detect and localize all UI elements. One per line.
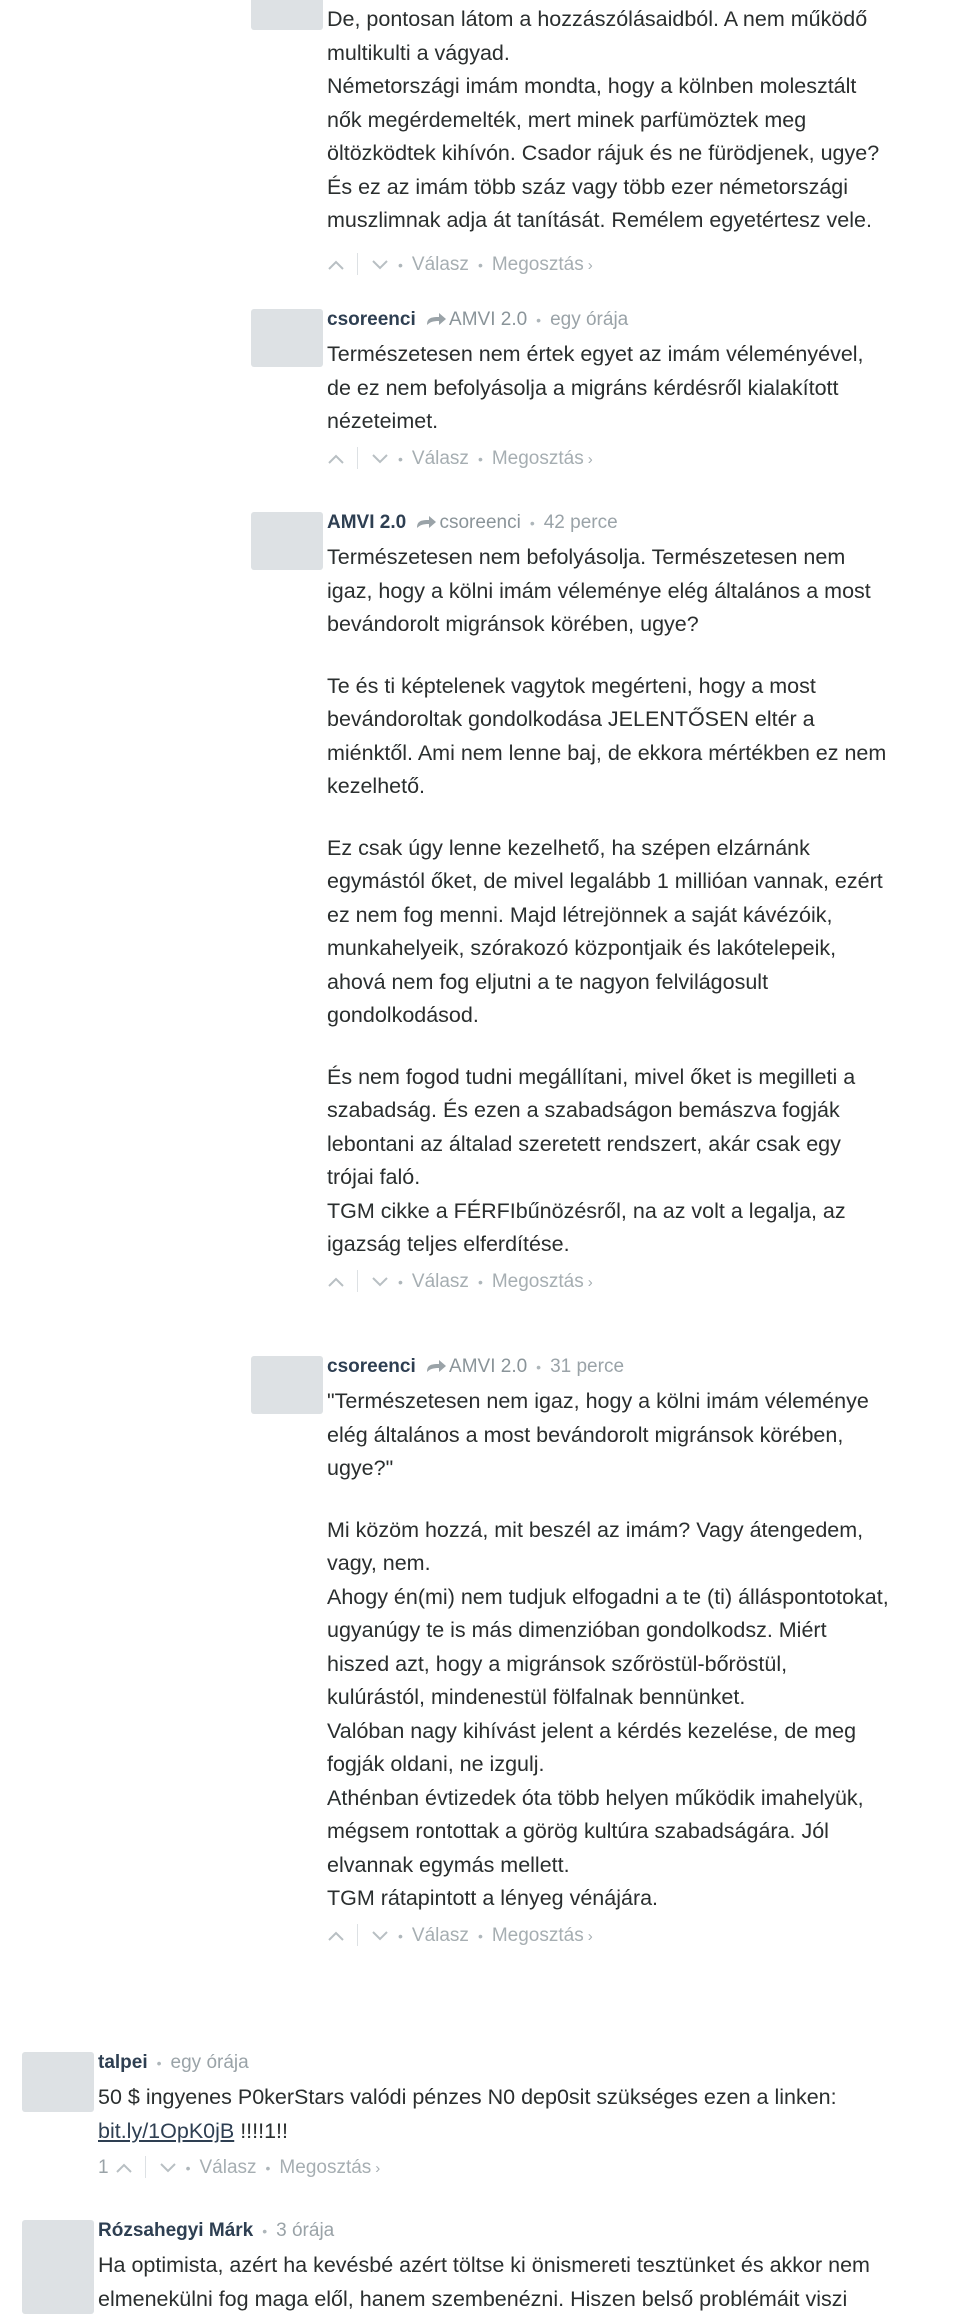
reply-link[interactable]: Válasz [411, 447, 469, 469]
comment-header [98, 2050, 960, 2076]
vote-divider [357, 1924, 358, 1946]
chevron-up-icon[interactable] [327, 1930, 345, 1942]
comment-text-span: 50 $ ingyenes P0kerStars valódi pénzes N0 dep0sit szükséges ezen a linken: [98, 2085, 837, 2109]
comment-paragraph: Ha optimista, azért ha kevésbé azért töltse ki önismereti tesztünket és akkor nem elmenekülni fog maga elől, hanem szembenézni. Hiszen belső problémáit viszi [98, 2253, 870, 2311]
chevron-down-icon[interactable] [371, 1930, 389, 1942]
separator-dot: • [398, 1927, 403, 1944]
separator-dot: • [536, 1359, 542, 1375]
vote-divider [145, 2156, 146, 2178]
author-name[interactable]: talpei [98, 2052, 148, 2073]
chevron-right-icon: › [375, 2160, 381, 2177]
comment-actions [327, 1269, 891, 1296]
separator-dot: • [477, 1273, 483, 1290]
share-label: Megosztás [491, 1270, 584, 1292]
chevron-down-icon[interactable] [159, 2162, 177, 2174]
chevron-right-icon: › [587, 256, 593, 274]
separator-dot: • [398, 450, 403, 467]
vote-count: 1 [98, 2157, 109, 2178]
share-label: Megosztás [491, 447, 584, 469]
share-label: Megosztás [491, 1924, 584, 1946]
comment-text [327, 1385, 891, 1916]
reply-to-name[interactable]: AMVI 2.0 [449, 309, 528, 330]
comment-timestamp[interactable]: 3 órája [276, 2220, 335, 2241]
reply-link[interactable]: Válasz [411, 1270, 469, 1292]
avatar[interactable] [251, 309, 323, 367]
author-name[interactable]: csoreenci [327, 1356, 416, 1377]
avatar[interactable] [22, 2052, 94, 2112]
comment-paragraph: Természetesen nem befolyásolja. Természetesen nem igaz, hogy a kölni imám véleménye elég általános a most bevándorolt migránsok körében, ugye? [327, 545, 871, 636]
chevron-right-icon: › [587, 1927, 593, 1945]
chevron-down-icon[interactable] [371, 453, 389, 465]
reply-arrow-icon [425, 1359, 447, 1373]
reply-arrow-icon [425, 312, 447, 326]
chevron-down-icon[interactable] [371, 1276, 389, 1288]
share-link[interactable] [492, 1925, 593, 1946]
comment-actions [327, 1923, 891, 1950]
comment-text [98, 2081, 960, 2148]
spam-link[interactable]: bit.ly/1OpK0jB [98, 2118, 235, 2143]
comment-paragraph: De, pontosan látom a hozzászólásaidból. A nem működő multikulti a vágyad. Németországi imám mondta, hogy a kölnben molesztált nők megérdemelték, mert minek parfümöztek meg öltözködtek kihívón. Csador rájuk és ne fürödjenek, ugye? És ez az imám több száz vagy több ezer németországi muszlimnak adja át tanítását. Remélem egyetértesz vele. [327, 7, 880, 232]
reply-link[interactable]: Válasz [411, 1924, 469, 1946]
separator-dot: • [477, 256, 483, 273]
separator-dot: • [529, 515, 535, 531]
avatar[interactable] [22, 2220, 94, 2314]
reply-to-name[interactable]: AMVI 2.0 [449, 1356, 528, 1377]
separator-dot: • [185, 2160, 191, 2176]
author-name[interactable]: AMVI 2.0 [327, 512, 407, 533]
comment-text [327, 541, 891, 1262]
comment-timestamp[interactable]: 31 perce [550, 1356, 625, 1377]
reply-arrow-icon [415, 515, 437, 529]
comment-paragraph: Ez csak úgy lenne kezelhető, ha szépen elzárnánk egymástól őket, de mivel legalább 1 millióan vannak, ezért ez nem fog menni. Majd létrejönnek a saját kávézóik, munkahelyeik, szórakozó központjaik és lakótelepeik, ahová nem fog eljutni a te nagyon felvilágosult gondolkodásod. [327, 835, 883, 1027]
comment-actions [327, 446, 891, 473]
chevron-up-icon[interactable] [115, 2162, 133, 2174]
author-name[interactable]: Rózsahegyi Márk [98, 2220, 254, 2241]
share-label: Megosztás [491, 253, 584, 275]
share-link[interactable] [279, 2157, 380, 2178]
comment-header [327, 307, 891, 333]
separator-dot: • [477, 1927, 483, 1944]
author-name[interactable]: csoreenci [327, 309, 416, 330]
comment-header [98, 2218, 960, 2244]
comment-text [327, 3, 891, 238]
chevron-down-icon[interactable] [371, 259, 389, 271]
separator-dot: • [398, 1273, 403, 1290]
reply-to-name[interactable]: csoreenci [439, 512, 521, 533]
separator-dot: • [398, 256, 403, 273]
comment-paragraph: Mi közöm hozzá, mit beszél az imám? Vagy átengedem, vagy, nem. Ahogy én(mi) nem tudjuk elfogadni a te (ti) álláspontotokat, ugyanúgy te is más dimenzióban gondolkodsz. Miért hiszed azt, hogy a migránsok szőröstül-bőröstül, kulúrástól, mindenestül fölfalnak bennünket. Valóban nagy kihívást jelent a kérdés kezelése, de meg fogják oldani, ne izgulj. Athénban évtizedek óta több helyen működik imahelyük, mégsem rontottak a görög kultúra szabadságára. Jól elvannak egymás mellett. TGM rátapintott a lényeg vénájára. [327, 1517, 889, 1910]
chevron-right-icon: › [587, 1273, 593, 1291]
avatar[interactable] [251, 1356, 323, 1414]
reply-link[interactable]: Válasz [199, 2157, 257, 2178]
comment-timestamp[interactable]: egy órája [550, 309, 629, 330]
comment-paragraph: "Természetesen nem igaz, hogy a kölni imám véleménye elég általános a most bevándorolt migránsok körében, ugye?" [327, 1389, 869, 1480]
vote-divider [357, 253, 358, 275]
comment-paragraph: Természetesen nem értek egyet az imám véleményével, de ez nem befolyásolja a migráns kérdésről kialakított nézeteimet. [327, 342, 864, 433]
separator-dot: • [262, 2223, 268, 2239]
vote-divider [357, 1270, 358, 1292]
comment-paragraph [98, 2081, 960, 2148]
comment-timestamp[interactable]: 42 perce [543, 512, 618, 533]
separator-dot: • [536, 312, 542, 328]
comment-actions [98, 2155, 960, 2182]
comment-paragraph: És nem fogod tudni megállítani, mivel őket is megilleti a szabadság. És ezen a szabadságon bemászva fogják lebontani az általad szeretett rendszert, akár csak egy trójai faló. TGM cikke a FÉRFIbűnözésről, na az volt a legalja, az igazság teljes elferdítése. [327, 1064, 856, 1256]
separator-dot: • [156, 2055, 162, 2071]
comment-text-span: !!!!1!! [234, 2118, 289, 2143]
chevron-up-icon[interactable] [327, 1276, 345, 1288]
share-link[interactable] [492, 1271, 593, 1292]
comment-timestamp[interactable]: egy órája [170, 2052, 249, 2073]
vote-divider [357, 447, 358, 469]
comment-header [327, 510, 891, 536]
comment-header [327, 1354, 891, 1380]
chevron-up-icon[interactable] [327, 259, 345, 271]
comment-paragraph: Te és ti képtelenek vagytok megérteni, hogy a most bevándoroltak gondolkodása JELENTŐSEN eltér a miénktől. Ami nem lenne baj, de ekkora mértékben ez nem kezelhető. [327, 673, 887, 798]
comment-text [327, 338, 891, 439]
comment-text [98, 2249, 960, 2316]
share-link[interactable] [492, 448, 593, 469]
separator-dot: • [265, 2160, 271, 2176]
share-link[interactable] [492, 254, 593, 275]
share-label: Megosztás [279, 2157, 372, 2178]
avatar[interactable] [251, 0, 323, 30]
separator-dot: • [477, 450, 483, 467]
avatar[interactable] [251, 512, 323, 570]
chevron-up-icon[interactable] [327, 453, 345, 465]
comment-actions [327, 252, 891, 279]
chevron-right-icon: › [587, 450, 593, 468]
reply-link[interactable]: Válasz [411, 253, 469, 275]
